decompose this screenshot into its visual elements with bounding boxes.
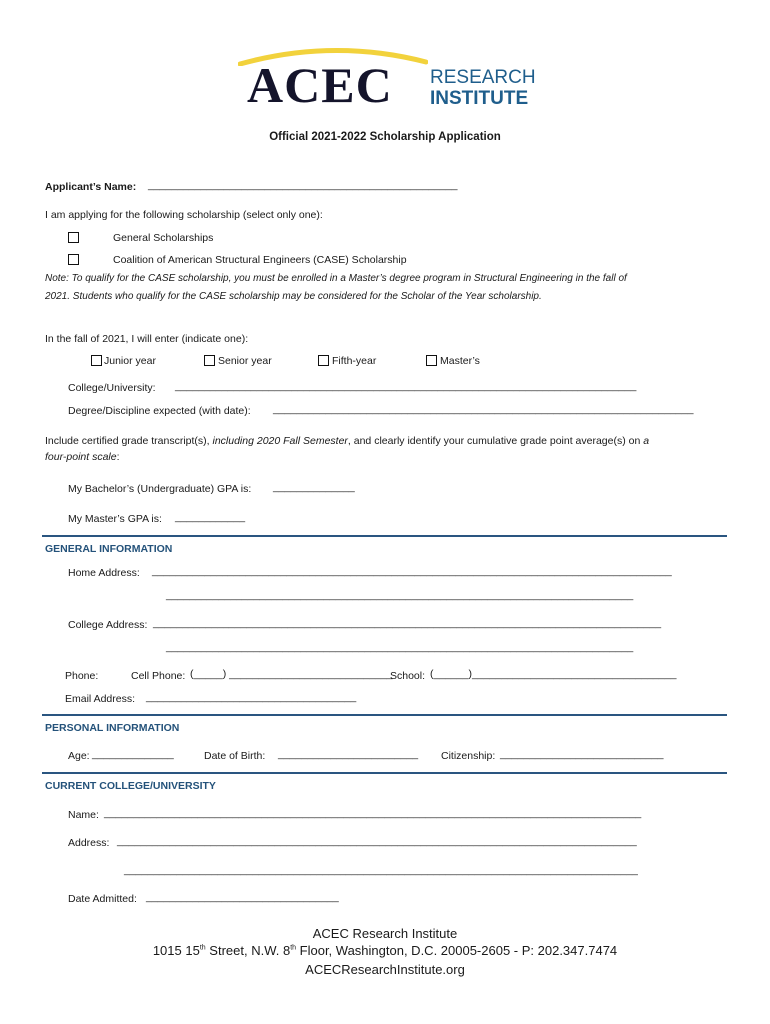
fifth-year-checkbox[interactable] [318, 355, 329, 366]
logo-institute: INSTITUTE [430, 88, 529, 109]
dob-field[interactable]: ________________________ [278, 748, 419, 760]
home-address-label: Home Address: [68, 567, 140, 579]
footer-sup1: th [199, 944, 206, 952]
dob-label: Date of Birth: [204, 750, 266, 762]
general-section-rule [42, 535, 727, 537]
degree-field[interactable]: ________________________________________________________________________ [273, 403, 694, 415]
college-address-label: College Address: [68, 619, 148, 631]
current-college-heading: CURRENT COLLEGE/UNIVERSITY [45, 780, 216, 792]
scholarship-prompt: I am applying for the following scholarship (select only one): [45, 209, 323, 221]
junior-year-checkbox[interactable] [91, 355, 102, 366]
transcript-instruction [45, 435, 649, 447]
date-admitted-label: Date Admitted: [68, 893, 137, 905]
phone-label: Phone: [65, 670, 99, 682]
college-university-label: College/University: [68, 382, 156, 394]
age-label: Age: [68, 750, 90, 762]
transcript-instruction-line2 [45, 451, 120, 463]
current-address-field[interactable]: _________________________________________________________________________________________ [117, 835, 637, 847]
form-title: Official 2021-2022 Scholarship Application [269, 131, 501, 143]
citizenship-label: Citizenship: [441, 750, 496, 762]
school-phone-label: School: [390, 670, 426, 682]
master-gpa-field[interactable]: ____________ [175, 511, 246, 523]
personal-info-heading: PERSONAL INFORMATION [45, 722, 180, 734]
current-address-field-line2[interactable]: ________________________________________________________________________________________ [124, 864, 638, 876]
transcript-text-e: four-point scale [45, 451, 117, 463]
bachelor-gpa-field[interactable]: ______________ [273, 481, 355, 493]
school-phone-field[interactable]: (______)___________________________________ [430, 668, 677, 680]
fifth-year-label: Fifth-year [332, 355, 377, 367]
college-name-field[interactable]: ____________________________________________________________________________________________ [104, 807, 642, 819]
footer-sup2: th [290, 944, 297, 952]
applicant-name-label: Applicant’s Name: [45, 181, 137, 193]
date-admitted-field[interactable]: _________________________________ [146, 891, 339, 903]
citizenship-field[interactable]: ____________________________ [500, 748, 664, 760]
cell-phone-field[interactable]: (_____) ____________________________ [190, 668, 393, 680]
masters-checkbox[interactable] [426, 355, 437, 366]
footer-addr-c: Floor, Washington, D.C. 20005-2605 - P: 202.347.7474 [296, 943, 618, 958]
footer-address [0, 943, 770, 958]
junior-year-label: Junior year [104, 355, 156, 367]
home-address-field-line2[interactable]: ________________________________________________________________________________ [166, 589, 634, 601]
footer-addr-b: Street, N.W. 8 [205, 943, 291, 958]
year-prompt: In the fall of 2021, I will enter (indicate one): [45, 333, 249, 345]
case-note-line1: Note: To qualify for the CASE scholarship, you must be enrolled in a Master’s degree program in Structural Engineering in the fall of [45, 273, 627, 284]
footer-org: ACEC Research Institute [312, 926, 458, 941]
personal-section-rule [42, 714, 727, 716]
case-scholarship-checkbox[interactable] [68, 254, 79, 265]
college-address-field[interactable]: _______________________________________________________________________________________ [153, 617, 662, 629]
email-label: Email Address: [65, 693, 136, 705]
logo-acec: ACEC [247, 57, 393, 113]
applicant-name-field[interactable]: _____________________________________________________ [148, 179, 458, 191]
college-name-label: Name: [68, 809, 99, 821]
masters-label: Master’s [440, 355, 480, 367]
age-field[interactable]: ______________ [92, 748, 174, 760]
current-address-label: Address: [68, 837, 110, 849]
general-scholarship-checkbox[interactable] [68, 232, 79, 243]
case-note-line2: 2021. Students who qualify for the CASE scholarship may be considered for the Scholar of the Year scholarship. [45, 291, 542, 302]
footer-website: ACECResearchInstitute.org [305, 962, 465, 977]
college-address-field-line2[interactable]: ________________________________________________________________________________ [166, 641, 634, 653]
college-university-field[interactable]: _______________________________________________________________________________ [175, 380, 637, 392]
general-info-heading: GENERAL INFORMATION [45, 543, 173, 555]
current-section-rule [42, 772, 727, 774]
logo-research: RESEARCH [430, 67, 536, 88]
email-field[interactable]: ____________________________________ [146, 691, 357, 703]
cell-phone-label: Cell Phone: [131, 670, 186, 682]
general-scholarship-label: General Scholarships [113, 232, 214, 244]
senior-year-checkbox[interactable] [204, 355, 215, 366]
master-gpa-label: My Master’s GPA is: [68, 513, 162, 525]
transcript-text-f: : [116, 451, 120, 463]
degree-label: Degree/Discipline expected (with date): [68, 405, 251, 417]
transcript-text-d: a [643, 435, 650, 447]
transcript-text-b: including 2020 Fall Semester [212, 435, 348, 447]
bachelor-gpa-label: My Bachelor’s (Undergraduate) GPA is: [68, 483, 252, 495]
transcript-text-a: Include certified grade transcript(s), [45, 435, 213, 447]
case-scholarship-label: Coalition of American Structural Engineers (CASE) Scholarship [113, 254, 407, 266]
home-address-field[interactable]: _________________________________________________________________________________________ [152, 565, 672, 577]
transcript-text-c: , and clearly identify your cumulative grade point average(s) on [347, 435, 644, 447]
senior-year-label: Senior year [218, 355, 272, 367]
footer-addr-a: 1015 15 [152, 943, 200, 958]
